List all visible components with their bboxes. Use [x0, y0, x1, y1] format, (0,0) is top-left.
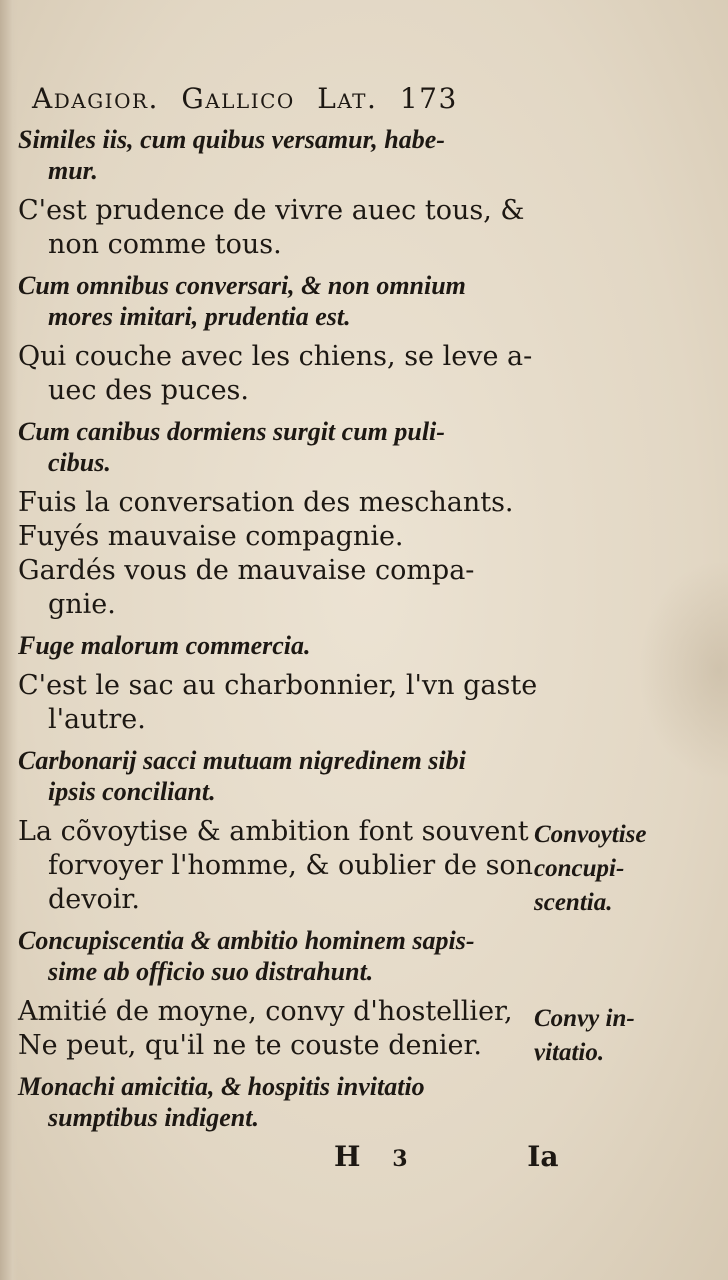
margin-note-line: Convoytise	[534, 821, 647, 848]
header-word-1: Adagior.	[32, 82, 159, 115]
proverb-latin	[18, 925, 528, 987]
text-line: Cum canibus dormiens surgit cum puli-	[18, 417, 445, 446]
text-line: mores imitari, prudentia est.	[48, 302, 351, 331]
text-line: mur.	[48, 156, 98, 185]
header-word-2: Gallico	[181, 82, 295, 115]
margin-note-line: scentia.	[534, 889, 613, 916]
proverb-latin	[18, 416, 528, 478]
text-line: Amitié de moyne, convy d'hostellier,	[18, 996, 513, 1027]
text-line: Gardés vous de mauvaise compa-	[18, 555, 475, 586]
proverb-french	[18, 669, 538, 737]
proverb-latin	[18, 270, 528, 332]
text-line: forvoyer l'homme, & oublier de son	[48, 850, 534, 881]
text-line: non comme tous.	[48, 229, 282, 260]
text-line: Ne peut, qu'il ne te couste denier.	[18, 1030, 482, 1061]
proverb-french	[18, 815, 534, 917]
proverb-french	[18, 486, 528, 622]
proverbs-text	[18, 124, 538, 1141]
paper-stain	[638, 560, 728, 780]
text-line: Fuge malorum commercia.	[18, 631, 311, 660]
text-line: l'autre.	[48, 704, 146, 735]
text-line: devoir.	[48, 884, 140, 915]
text-line: Concupiscentia & ambitio hominem sapis-	[18, 926, 475, 955]
running-header	[32, 82, 532, 115]
text-line: gnie.	[48, 589, 116, 620]
text-line: Carbonarij sacci mutuam nigredinem sibi	[18, 746, 466, 775]
margin-note-line: vitatio.	[534, 1039, 605, 1066]
proverb-french	[18, 340, 533, 408]
margin-note-convy	[534, 1002, 714, 1070]
text-line: Fuis la conversation des meschants.	[18, 487, 514, 518]
text-line: Qui couche avec les chiens, se leve a-	[18, 341, 533, 372]
text-line: Monachi amicitia, & hospitis invitatio	[18, 1072, 425, 1101]
header-word-3: Lat.	[317, 82, 378, 115]
text-line: ipsis conciliant.	[48, 777, 216, 806]
signature-letter: H	[334, 1140, 361, 1173]
page-gutter	[0, 0, 18, 1280]
text-line: C'est prudence de vivre auec tous, &	[18, 195, 525, 226]
signature-number: 3	[392, 1146, 408, 1172]
text-line: Fuyés mauvaise compagnie.	[18, 521, 404, 552]
proverb-latin	[18, 124, 528, 186]
proverb-french	[18, 194, 528, 262]
text-line: Similes iis, cum quibus versamur, habe-	[18, 125, 445, 154]
proverb-latin	[18, 745, 528, 807]
margin-note-line: concupi-	[534, 855, 625, 882]
text-line: uec des puces.	[48, 375, 249, 406]
margin-note-line: Convy in-	[534, 1005, 635, 1032]
signature-mark	[334, 1140, 559, 1173]
text-line: La cõvoytise & ambition font souvent	[18, 816, 529, 847]
proverb-french	[18, 995, 528, 1063]
text-line: sime ab officio suo distrahunt.	[48, 957, 374, 986]
proverb-latin	[18, 630, 528, 661]
margin-note-convoytise	[534, 818, 714, 920]
text-line: Cum omnibus conversari, & non omnium	[18, 271, 466, 300]
catchword: Ia	[527, 1140, 559, 1173]
text-line: sumptibus indigent.	[48, 1103, 259, 1132]
page-number: 173	[399, 82, 458, 115]
text-line: C'est le sac au charbonnier, l'vn gaste	[18, 670, 538, 701]
text-line: cibus.	[48, 448, 111, 477]
proverb-latin	[18, 1071, 528, 1133]
